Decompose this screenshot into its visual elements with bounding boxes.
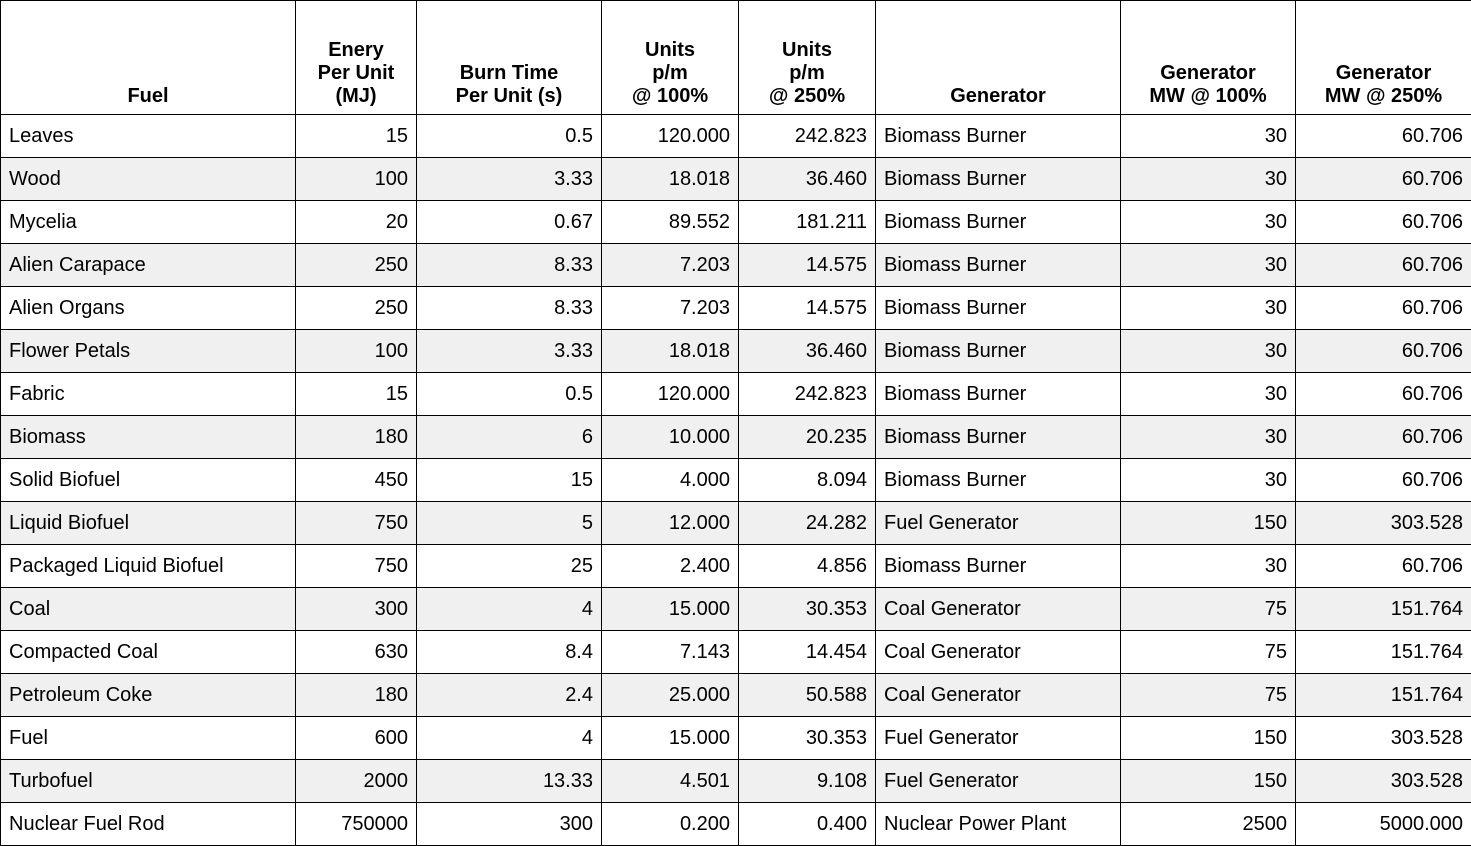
cell-generator: Biomass Burner [876, 459, 1121, 502]
cell-burn-time-per-unit-s: 8.33 [417, 287, 602, 330]
cell-units-pm-100: 120.000 [602, 373, 739, 416]
cell-generator: Coal Generator [876, 631, 1121, 674]
table-row [1, 631, 1471, 674]
table-row [1, 674, 1471, 717]
cell-energy-per-unit-mj: 180 [296, 416, 417, 459]
cell-burn-time-per-unit-s: 25 [417, 545, 602, 588]
column-header-line: Generator [1129, 62, 1287, 85]
column-header-line: p/m [610, 62, 730, 85]
cell-generator: Biomass Burner [876, 244, 1121, 287]
cell-generator-mw-250: 60.706 [1296, 115, 1471, 158]
column-header-line: MW @ 100% [1129, 85, 1287, 108]
table-row [1, 717, 1471, 760]
column-header-line: Burn Time [425, 62, 593, 85]
cell-energy-per-unit-mj: 750 [296, 502, 417, 545]
cell-fuel: Coal [1, 588, 296, 631]
table-row [1, 373, 1471, 416]
cell-burn-time-per-unit-s: 0.67 [417, 201, 602, 244]
cell-generator-mw-100: 30 [1121, 287, 1296, 330]
table-row [1, 588, 1471, 631]
cell-generator-mw-100: 30 [1121, 115, 1296, 158]
cell-generator-mw-100: 30 [1121, 416, 1296, 459]
column-header-line: @ 100% [610, 85, 730, 108]
table-header [1, 1, 1471, 115]
cell-fuel: Liquid Biofuel [1, 502, 296, 545]
cell-fuel: Petroleum Coke [1, 674, 296, 717]
cell-units-pm-250: 36.460 [739, 330, 876, 373]
column-header-line: Units [747, 39, 867, 62]
cell-energy-per-unit-mj: 20 [296, 201, 417, 244]
cell-generator: Coal Generator [876, 674, 1121, 717]
cell-energy-per-unit-mj: 15 [296, 115, 417, 158]
table-row [1, 244, 1471, 287]
cell-generator-mw-250: 60.706 [1296, 244, 1471, 287]
column-header-line: MW @ 250% [1304, 85, 1463, 108]
cell-energy-per-unit-mj: 15 [296, 373, 417, 416]
cell-units-pm-100: 18.018 [602, 158, 739, 201]
cell-generator: Biomass Burner [876, 373, 1121, 416]
cell-units-pm-250: 24.282 [739, 502, 876, 545]
cell-generator-mw-250: 60.706 [1296, 201, 1471, 244]
cell-units-pm-100: 120.000 [602, 115, 739, 158]
cell-generator-mw-250: 60.706 [1296, 545, 1471, 588]
cell-generator: Biomass Burner [876, 416, 1121, 459]
column-header-units-pm-100 [602, 1, 739, 115]
cell-burn-time-per-unit-s: 0.5 [417, 373, 602, 416]
cell-generator-mw-250: 60.706 [1296, 158, 1471, 201]
cell-generator-mw-250: 60.706 [1296, 330, 1471, 373]
cell-units-pm-100: 12.000 [602, 502, 739, 545]
cell-units-pm-250: 4.856 [739, 545, 876, 588]
cell-units-pm-250: 14.575 [739, 287, 876, 330]
column-header-generator-mw-100 [1121, 1, 1296, 115]
cell-generator-mw-250: 303.528 [1296, 717, 1471, 760]
cell-burn-time-per-unit-s: 4 [417, 588, 602, 631]
cell-burn-time-per-unit-s: 8.4 [417, 631, 602, 674]
cell-fuel: Alien Carapace [1, 244, 296, 287]
cell-units-pm-100: 15.000 [602, 717, 739, 760]
cell-units-pm-100: 7.203 [602, 287, 739, 330]
cell-fuel: Solid Biofuel [1, 459, 296, 502]
cell-generator: Coal Generator [876, 588, 1121, 631]
cell-units-pm-100: 4.000 [602, 459, 739, 502]
cell-units-pm-250: 36.460 [739, 158, 876, 201]
cell-generator-mw-100: 30 [1121, 244, 1296, 287]
cell-generator-mw-100: 150 [1121, 760, 1296, 803]
cell-units-pm-250: 242.823 [739, 373, 876, 416]
column-header-generator [876, 1, 1121, 115]
cell-units-pm-250: 8.094 [739, 459, 876, 502]
cell-generator-mw-100: 75 [1121, 588, 1296, 631]
cell-burn-time-per-unit-s: 4 [417, 717, 602, 760]
cell-generator-mw-100: 30 [1121, 373, 1296, 416]
cell-units-pm-100: 89.552 [602, 201, 739, 244]
cell-burn-time-per-unit-s: 8.33 [417, 244, 602, 287]
column-header-line: Generator [884, 85, 1112, 108]
cell-units-pm-100: 0.200 [602, 803, 739, 846]
cell-units-pm-250: 30.353 [739, 717, 876, 760]
cell-burn-time-per-unit-s: 3.33 [417, 330, 602, 373]
cell-generator-mw-100: 75 [1121, 674, 1296, 717]
column-header-units-pm-250 [739, 1, 876, 115]
cell-generator: Fuel Generator [876, 717, 1121, 760]
cell-generator-mw-250: 303.528 [1296, 502, 1471, 545]
cell-energy-per-unit-mj: 600 [296, 717, 417, 760]
cell-burn-time-per-unit-s: 0.5 [417, 115, 602, 158]
column-header-burn-time-per-unit-s [417, 1, 602, 115]
cell-fuel: Fuel [1, 717, 296, 760]
cell-units-pm-250: 20.235 [739, 416, 876, 459]
cell-generator-mw-100: 30 [1121, 459, 1296, 502]
column-header-line: Generator [1304, 62, 1463, 85]
column-header-line: p/m [747, 62, 867, 85]
cell-generator-mw-100: 150 [1121, 502, 1296, 545]
cell-fuel: Alien Organs [1, 287, 296, 330]
cell-fuel: Packaged Liquid Biofuel [1, 545, 296, 588]
cell-generator: Biomass Burner [876, 115, 1121, 158]
column-header-fuel [1, 1, 296, 115]
header-row [1, 1, 1471, 115]
table-body [1, 115, 1471, 846]
column-header-line: Enery [304, 39, 408, 62]
cell-units-pm-100: 18.018 [602, 330, 739, 373]
cell-fuel: Compacted Coal [1, 631, 296, 674]
cell-energy-per-unit-mj: 100 [296, 158, 417, 201]
cell-generator: Biomass Burner [876, 158, 1121, 201]
cell-units-pm-250: 30.353 [739, 588, 876, 631]
cell-generator-mw-250: 151.764 [1296, 588, 1471, 631]
cell-energy-per-unit-mj: 180 [296, 674, 417, 717]
cell-burn-time-per-unit-s: 5 [417, 502, 602, 545]
cell-generator-mw-250: 5000.000 [1296, 803, 1471, 846]
cell-generator-mw-100: 30 [1121, 545, 1296, 588]
cell-units-pm-100: 7.143 [602, 631, 739, 674]
cell-fuel: Nuclear Fuel Rod [1, 803, 296, 846]
cell-generator-mw-250: 60.706 [1296, 373, 1471, 416]
column-header-line: (MJ) [304, 85, 408, 108]
table-row [1, 158, 1471, 201]
cell-fuel: Turbofuel [1, 760, 296, 803]
cell-generator-mw-100: 30 [1121, 201, 1296, 244]
cell-generator-mw-250: 151.764 [1296, 674, 1471, 717]
cell-units-pm-100: 4.501 [602, 760, 739, 803]
cell-burn-time-per-unit-s: 3.33 [417, 158, 602, 201]
table-row [1, 760, 1471, 803]
cell-fuel: Mycelia [1, 201, 296, 244]
cell-fuel: Fabric [1, 373, 296, 416]
cell-generator-mw-250: 60.706 [1296, 287, 1471, 330]
cell-energy-per-unit-mj: 2000 [296, 760, 417, 803]
table-row [1, 287, 1471, 330]
cell-energy-per-unit-mj: 750 [296, 545, 417, 588]
cell-generator: Biomass Burner [876, 201, 1121, 244]
cell-units-pm-100: 2.400 [602, 545, 739, 588]
table-row [1, 803, 1471, 846]
cell-burn-time-per-unit-s: 13.33 [417, 760, 602, 803]
cell-generator-mw-100: 150 [1121, 717, 1296, 760]
cell-energy-per-unit-mj: 750000 [296, 803, 417, 846]
column-header-line: Per Unit (s) [425, 85, 593, 108]
cell-units-pm-250: 14.454 [739, 631, 876, 674]
table-row [1, 416, 1471, 459]
cell-generator: Biomass Burner [876, 545, 1121, 588]
cell-fuel: Flower Petals [1, 330, 296, 373]
column-header-line: Units [610, 39, 730, 62]
cell-generator-mw-100: 75 [1121, 631, 1296, 674]
cell-generator: Nuclear Power Plant [876, 803, 1121, 846]
column-header-line: Fuel [9, 85, 287, 108]
cell-generator-mw-250: 60.706 [1296, 416, 1471, 459]
cell-generator-mw-100: 30 [1121, 158, 1296, 201]
cell-units-pm-250: 50.588 [739, 674, 876, 717]
cell-generator: Fuel Generator [876, 760, 1121, 803]
cell-burn-time-per-unit-s: 6 [417, 416, 602, 459]
cell-burn-time-per-unit-s: 300 [417, 803, 602, 846]
cell-units-pm-250: 181.211 [739, 201, 876, 244]
cell-units-pm-100: 10.000 [602, 416, 739, 459]
table-row [1, 459, 1471, 502]
cell-fuel: Wood [1, 158, 296, 201]
cell-units-pm-100: 25.000 [602, 674, 739, 717]
cell-generator: Biomass Burner [876, 330, 1121, 373]
cell-units-pm-250: 9.108 [739, 760, 876, 803]
cell-units-pm-100: 15.000 [602, 588, 739, 631]
cell-generator-mw-250: 60.706 [1296, 459, 1471, 502]
cell-energy-per-unit-mj: 450 [296, 459, 417, 502]
column-header-energy-per-unit-mj [296, 1, 417, 115]
cell-generator: Biomass Burner [876, 287, 1121, 330]
cell-generator-mw-250: 151.764 [1296, 631, 1471, 674]
cell-units-pm-250: 14.575 [739, 244, 876, 287]
table-row [1, 330, 1471, 373]
cell-generator-mw-250: 303.528 [1296, 760, 1471, 803]
cell-fuel: Leaves [1, 115, 296, 158]
cell-generator-mw-100: 2500 [1121, 803, 1296, 846]
cell-units-pm-250: 0.400 [739, 803, 876, 846]
cell-fuel: Biomass [1, 416, 296, 459]
column-header-line: Per Unit [304, 62, 408, 85]
cell-burn-time-per-unit-s: 2.4 [417, 674, 602, 717]
cell-energy-per-unit-mj: 250 [296, 287, 417, 330]
cell-energy-per-unit-mj: 300 [296, 588, 417, 631]
table-row [1, 502, 1471, 545]
cell-generator-mw-100: 30 [1121, 330, 1296, 373]
cell-generator: Fuel Generator [876, 502, 1121, 545]
table-row [1, 115, 1471, 158]
table-row [1, 201, 1471, 244]
cell-burn-time-per-unit-s: 15 [417, 459, 602, 502]
column-header-line: @ 250% [747, 85, 867, 108]
column-header-generator-mw-250 [1296, 1, 1471, 115]
cell-units-pm-250: 242.823 [739, 115, 876, 158]
cell-units-pm-100: 7.203 [602, 244, 739, 287]
cell-energy-per-unit-mj: 250 [296, 244, 417, 287]
table-row [1, 545, 1471, 588]
cell-energy-per-unit-mj: 630 [296, 631, 417, 674]
cell-energy-per-unit-mj: 100 [296, 330, 417, 373]
